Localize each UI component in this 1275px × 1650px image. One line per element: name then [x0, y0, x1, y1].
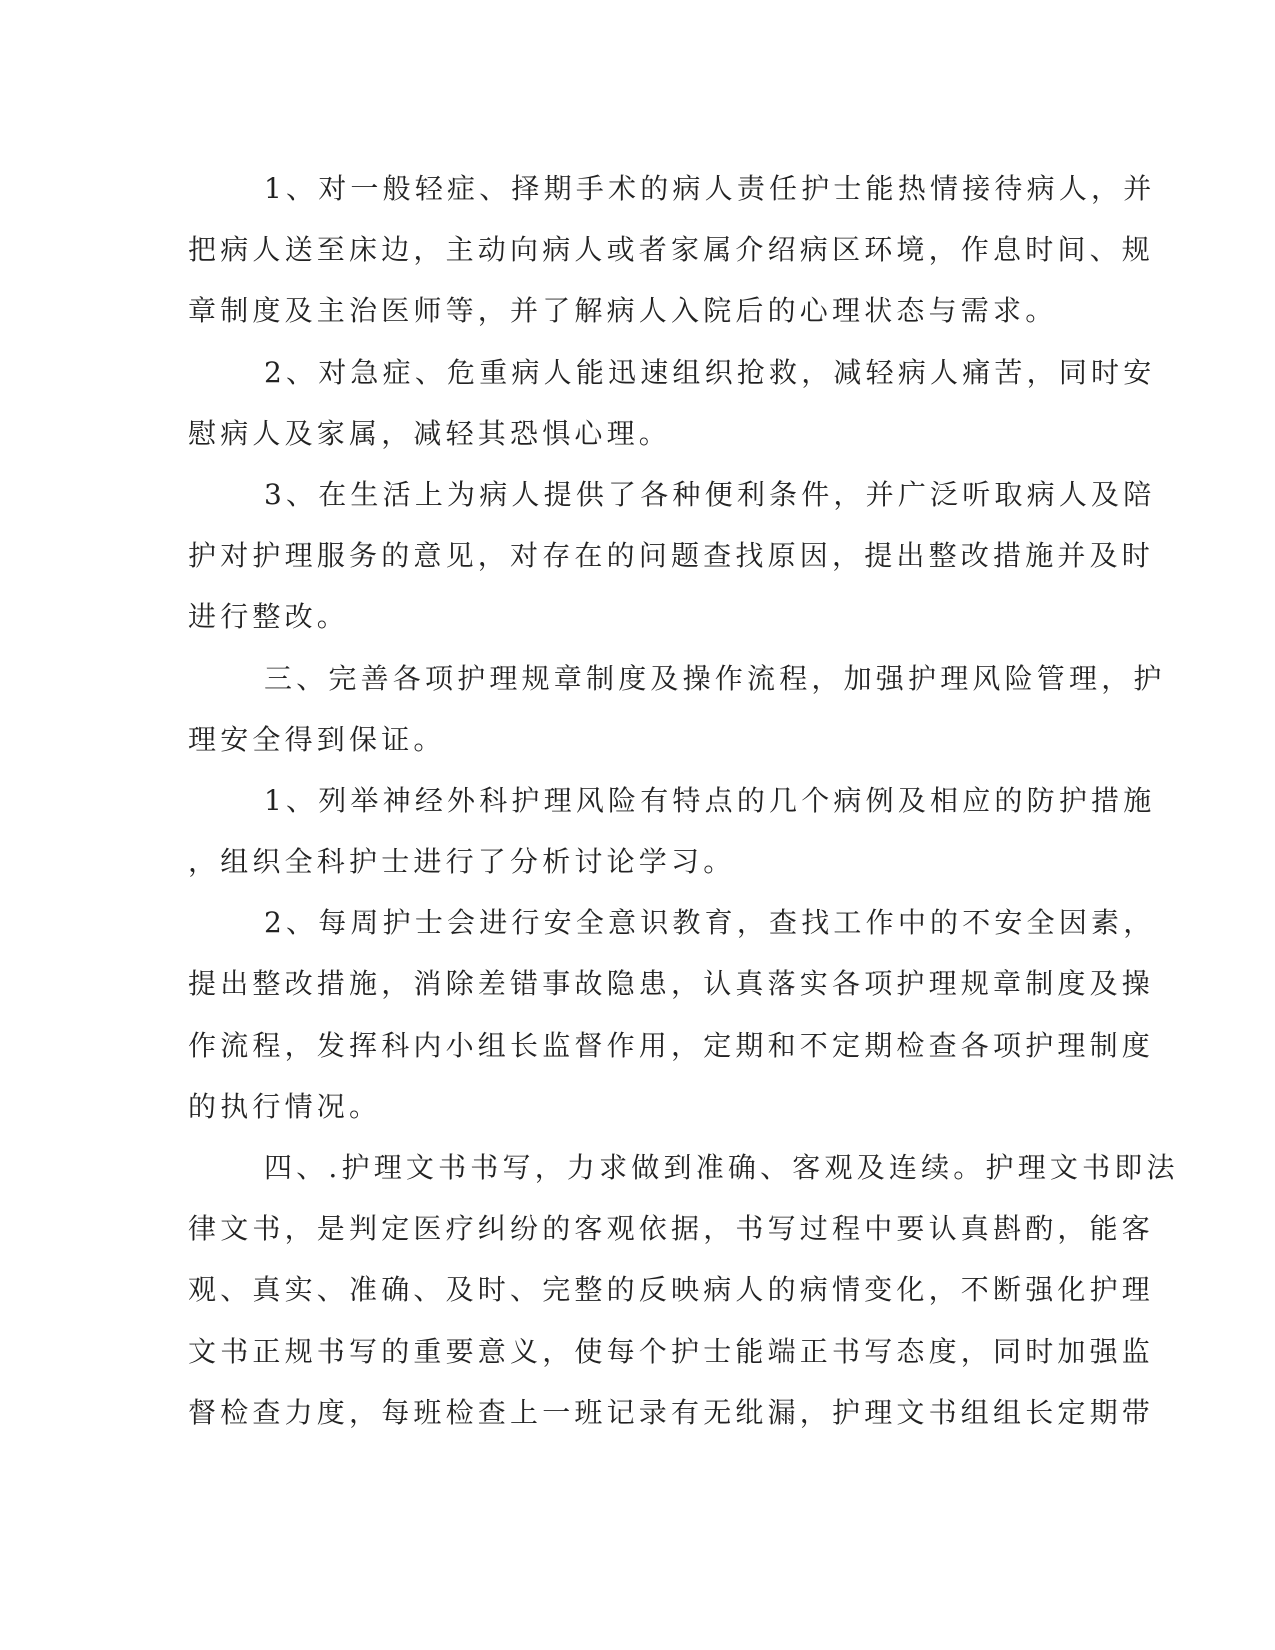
text-line-14: 提出整改措施，消除差错事故隐患，认真落实各项护理规章制度及操 — [188, 967, 1155, 1001]
text-line-20: 文书正规书写的重要意义，使每个护士能端正书写态度，同时加强监 — [188, 1334, 1155, 1368]
text-line-8: 进行整改。 — [188, 600, 350, 634]
text-line-3: 章制度及主治医师等，并了解病人入院后的心理状态与需求。 — [188, 294, 1058, 328]
text-line-17: 四、.护理文书书写，力求做到准确、客观及连续。护理文书即法 — [264, 1151, 1179, 1184]
text-line-6: 3、在生活上为病人提供了各种便利条件，并广泛听取病人及陪 — [264, 477, 1156, 511]
text-line-9: 三、完善各项护理规章制度及操作流程，加强护理风险管理，护 — [264, 661, 1166, 695]
body-text — [188, 158, 1179, 1443]
text-line-4: 2、对急症、危重病人能迅速组织抢救，减轻病人痛苦，同时安 — [264, 355, 1156, 389]
text-line-21: 督检查力度，每班检查上一班记录有无纰漏，护理文书组组长定期带 — [188, 1395, 1155, 1429]
text-line-18: 律文书，是判定医疗纠纷的客观依据，书写过程中要认真斟酌，能客 — [188, 1212, 1155, 1246]
text-line-10: 理安全得到保证。 — [188, 722, 446, 756]
text-line-19: 观、真实、准确、及时、完整的反映病人的病情变化，不断强化护理 — [188, 1273, 1155, 1307]
text-line-13: 2、每周护士会进行安全意识教育，查找工作中的不安全因素， — [264, 906, 1156, 940]
text-line-5: 慰病人及家属，减轻其恐惧心理。 — [188, 416, 672, 450]
text-line-2: 把病人送至床边，主动向病人或者家属介绍病区环境，作息时间、规 — [188, 233, 1155, 267]
text-line-12: ，组织全科护士进行了分析讨论学习。 — [188, 845, 736, 879]
text-line-15: 作流程，发挥科内小组长监督作用，定期和不定期检查各项护理制度 — [188, 1028, 1155, 1062]
text-line-16: 的执行情况。 — [188, 1089, 382, 1123]
text-line-11: 1、列举神经外科护理风险有特点的几个病例及相应的防护措施 — [264, 783, 1156, 817]
text-line-1: 1、对一般轻症、择期手术的病人责任护士能热情接待病人，并 — [264, 172, 1156, 205]
text-line-7: 护对护理服务的意见，对存在的问题查找原因，提出整改措施并及时 — [188, 539, 1155, 573]
